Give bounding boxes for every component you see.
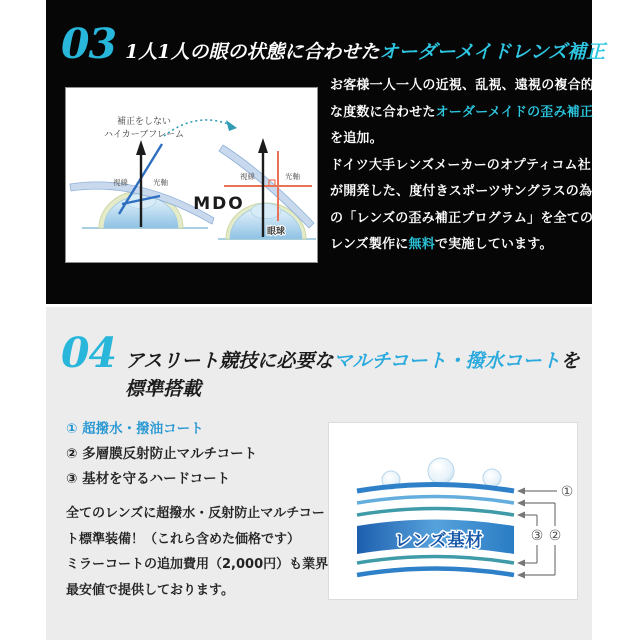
layer-3-hard-coat-top <box>357 509 514 516</box>
coating-layers <box>357 485 514 576</box>
p1-text-a: お客様一人一人の近視、乱視、遠視の複合的な度数に合わせた <box>330 78 595 120</box>
paragraph-1 <box>330 73 594 153</box>
title-line2: 標準搭載 <box>125 378 202 400</box>
eyeball-label: 眼球 <box>267 227 286 237</box>
arrowhead-2 <box>517 500 525 507</box>
eye-correction-diagram-svg <box>66 88 317 262</box>
layer-6-multi-coat-bottom <box>357 569 514 576</box>
layer-5-hard-coat-bottom <box>357 557 514 564</box>
p1-text-b: を追加。 <box>330 131 383 146</box>
section-03-heading <box>61 20 606 68</box>
left-axis-label: 光軸 <box>153 178 168 187</box>
body-line-1: 全てのレンズに超撥水・反射防止マルチコート標準装備！（これら含めた価格です） <box>66 506 325 547</box>
section-04-panel <box>46 307 592 640</box>
list-item-hard-coat: ③ 基材を守るハードコート <box>66 471 231 487</box>
pointer-arrowheads <box>517 488 525 579</box>
right-crystalline-lens <box>251 204 281 219</box>
substrate-label: レンズ基材 <box>394 531 484 551</box>
eye-correction-diagram <box>65 87 318 263</box>
left-sight-label: 視線 <box>113 178 128 187</box>
p1-accent-text: オーダーメイドの歪み補正 <box>435 104 594 120</box>
title-plain-text: 1人1人の眼の状態に合わせた <box>125 41 380 63</box>
p2-text-a: ドイツ大手レンズメーカーのオプティコム社が開発した、度付きスポーツサングラスの為の「レンズの歪み補正プログラム」を全てのレンズ製作に <box>330 157 594 252</box>
coating-list <box>66 417 257 492</box>
arrowhead-1 <box>517 488 525 495</box>
droplet-large-center <box>428 458 454 484</box>
marker-1: ① <box>560 484 574 500</box>
arrowhead-3 <box>517 512 525 519</box>
left-sight-arrowhead <box>136 140 146 155</box>
droplet-small-right <box>483 469 501 487</box>
title-plain-a: アスリート競技に必要な <box>125 350 334 372</box>
left-caption-line2: ハイカーブフレーム <box>104 130 184 140</box>
section-04-heading <box>61 329 585 403</box>
section-number-03: 03 <box>61 20 117 68</box>
section-number-04: 04 <box>61 329 117 377</box>
arrowhead-5 <box>517 572 525 579</box>
section-03-body-text <box>330 73 594 259</box>
title-accent-text: マルチコート・撥水コート <box>333 350 561 372</box>
arrowhead-4 <box>517 560 525 567</box>
left-caption-line1: 補正をしない <box>116 117 172 127</box>
p2-accent-text: 無料 <box>408 237 435 252</box>
marker-2: ② <box>548 528 562 544</box>
section-03-title <box>125 38 605 66</box>
right-sight-label: 視線 <box>240 172 255 181</box>
dashed-arc-arrowhead <box>226 120 237 131</box>
section-03-panel <box>46 0 606 304</box>
title-plain-b: を <box>560 350 580 372</box>
layer-1-water-repellent <box>357 485 514 492</box>
right-axis-label: 光軸 <box>285 172 300 181</box>
paragraph-2 <box>330 153 594 259</box>
p2-text-b: で実施しています。 <box>434 237 553 252</box>
body-line-2: ミラーコートの追加費用（2,000円）も業界最安値で提供しております。 <box>66 557 329 598</box>
lens-layer-diagram <box>328 422 578 600</box>
right-sight-arrowhead <box>258 138 268 153</box>
marker-3: ③ <box>530 528 544 544</box>
droplet-highlight <box>432 463 442 469</box>
section-04-title <box>125 347 585 403</box>
mdo-label: MDO <box>193 194 245 214</box>
section-04-body-text <box>66 501 334 603</box>
layer-2-multi-coat-top <box>357 497 514 504</box>
list-item-multi-coat: ② 多層膜反射防止マルチコート <box>66 446 258 462</box>
list-item-water-repellent-coat: ① 超撥水・撥油コート <box>66 421 204 437</box>
title-accent-text: オーダーメイドレンズ補正 <box>379 41 606 63</box>
lens-layer-diagram-svg <box>329 423 577 599</box>
